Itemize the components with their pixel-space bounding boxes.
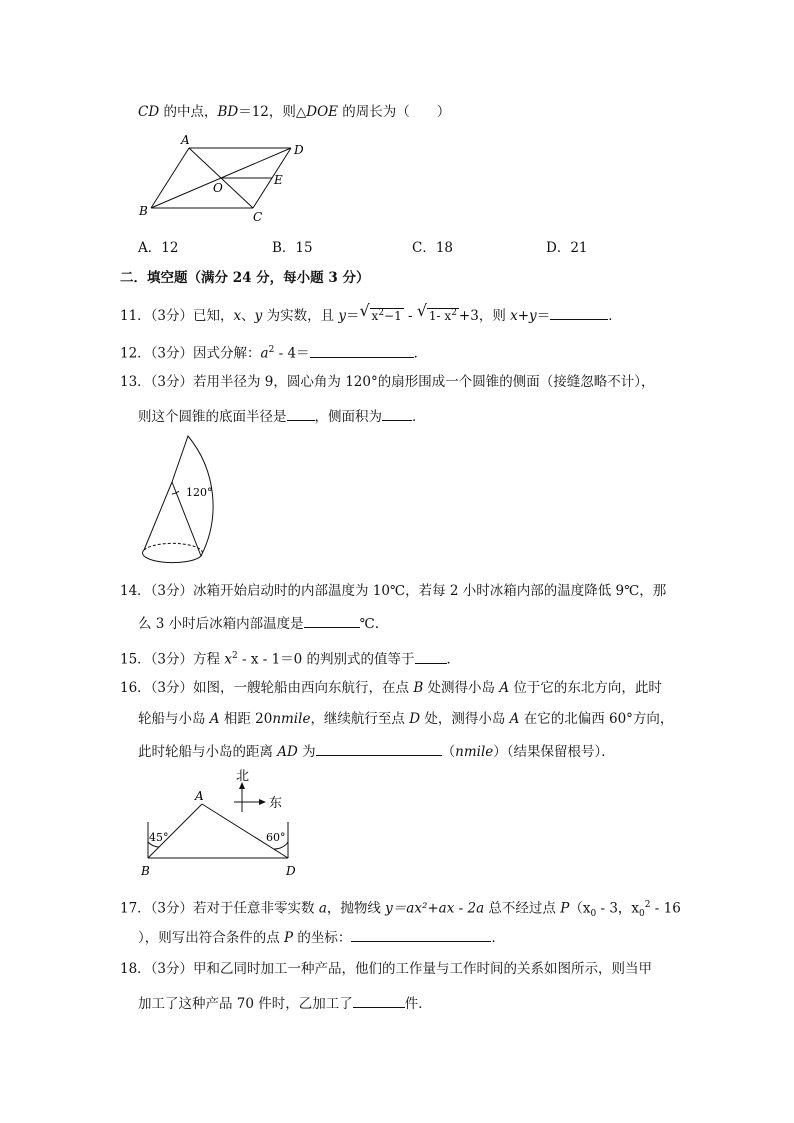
q13-cone-figure [136,428,256,568]
q10-text-b: ＝12，则△ [238,104,307,120]
q16-d: D [409,711,421,727]
q10-text-a: 的中点， [159,104,218,120]
q15-text-a: 15．（3分）方程 [120,651,225,668]
q12: 12．（3分）因式分解：$a^2 - 4=$ ． [120,340,427,364]
q16-l2d: 处，测得小岛 [420,711,510,727]
east-arrow-icon [259,799,266,805]
q10-cd: CD [138,104,160,120]
q16-l2a: 轮船与小岛 [138,711,210,727]
edge-ab [151,148,189,208]
q14-text-a: 么 3 小时后冰箱内部温度是 [138,616,304,632]
q12-tail: - 4＝ [274,345,310,362]
q16-l3b: 为 [297,744,316,760]
q10-option-d: D．21 [546,240,588,256]
q11-plus3: +3，则 [458,308,511,324]
q11-y: y [254,308,263,324]
section-title: 二．填空题（满分 24 分，每小题 3 分） [120,270,370,286]
q11-sep: 、 [241,308,255,324]
q17-p2: P [284,930,294,946]
q14-text-b: ℃. [359,616,380,632]
q11-rad1-tail: −1 [384,309,402,323]
q14-answer-blank[interactable] [304,612,360,628]
q17-answer-blank[interactable] [351,926,491,942]
q10-text [138,102,450,122]
q11-answer-blank[interactable] [550,304,608,320]
q12-text: 12．（3分）因式分解： [120,345,261,362]
q16-angle-d: 60° [266,831,286,844]
label-a: A [181,133,190,147]
q12-answer-blank[interactable] [310,342,414,358]
q12-exp: 2 [268,345,275,355]
q11-rad1-exp: 2 [378,308,385,318]
q16-nmile: nmile [272,711,311,727]
q16-l2e: 在它的北偏西 60°方向， [519,711,674,727]
q11-sqrt1: √ $x^2-1$ [359,301,402,323]
q17-l1a: 17．（3分）若对于任意非零实数 [120,900,319,917]
cone-base-front [143,550,201,563]
q16-l3c: （ [441,744,456,760]
q17-l2a: ），则写出符合条件的点 [138,930,285,946]
q16-navigation-figure [138,768,310,880]
q16-answer-blank[interactable] [316,740,442,756]
q13-line2: 则这个圆锥的底面半径是 ，侧面积为 ． [138,405,426,427]
q16-angle-b: 45° [149,831,169,844]
q11-rad1: x [371,309,379,323]
q13-area-blank[interactable] [382,405,412,421]
q15-x: x [224,651,232,668]
q16-ad: AD [277,744,298,760]
q18-answer-blank[interactable] [353,992,405,1008]
q16-l1b: 处测得小岛 [423,680,500,696]
compass-north-label: 北 [236,769,250,784]
label-c: C [253,210,263,224]
q16-nmile2: nmile [455,744,494,760]
q18-line2 [138,992,432,1014]
cone-left-edge [144,482,172,550]
q11-eq2: ＝ [536,308,551,324]
q15: 15．（3分）方程 $x^2 - x - 1=0$ 的判别式的值等于 ． [120,646,460,670]
q15-answer-blank[interactable] [415,648,447,664]
q13-text-a: 则这个圆锥的底面半径是 [138,409,287,425]
q17-sq: 2 [644,900,651,910]
q17-a: a [318,900,327,917]
q17-l1d: （ [569,900,583,917]
label-b: B [139,204,148,218]
q12-a: a [260,345,269,362]
q11-xy: x+y [510,308,537,324]
q11-eq: ＝ [346,308,360,324]
q18-line1: 18．（3分）甲和乙同时加工一种产品，他们的工作量与工作时间的关系如图所示，则当甲 [120,961,653,977]
q11: 11．（3分）已知，x、y 为实数，且 y＝ √ $x^2-1$ - √ 1- $x^2 +3$，则 x+y＝ ． [120,301,622,324]
q15-exp: 2 [231,651,238,661]
q16-line2 [138,709,673,729]
q16-l1a: 16．（3分）如图，一艘轮船由西向东航行，在点 [120,680,414,696]
label-o: O [213,181,223,195]
q10-text-c: 的周长为（ ） [338,104,451,120]
q10-option-c: C．18 [412,240,454,256]
q17-line1 [120,895,681,924]
q16-a2: A [209,711,220,727]
q17-l1c: 总不经过点 [484,900,561,917]
q18-text-a: 加工了这种产品 70 件时，乙加工了 [138,996,353,1012]
q10-option-a: A．12 [138,240,179,256]
q17-l1e: - 3， [596,900,632,917]
q10-parallelogram-figure [135,132,315,227]
q11-sqrt2: √ 1- $x^2$ [416,301,457,323]
q11-rad2-exp: 2 [451,308,457,318]
q13-line1: 13．（3分）若用半径为 9，圆心角为 120°的扇形围成一个圆锥的侧面（接缝忽略不计）， [120,374,655,390]
q13-angle-label: 120° [186,486,213,499]
q17-formula: y＝ax²+ax - 2a [385,900,485,917]
q17-l2b: 的坐标： [293,930,352,946]
label-e: E [274,173,283,187]
q11-minus: - [403,308,417,324]
q13-radius-blank[interactable] [287,405,315,421]
q16-line1 [120,678,662,698]
q10-bd: BD [217,104,239,120]
q16-l3a: 此时轮船与小岛的距离 [138,744,278,760]
q16-line3 [138,740,615,762]
q14-line1: 14．（3分）冰箱开始启动时的内部温度为 10℃，若每 2 小时冰箱内部的温度降低 9℃，那 [120,583,667,599]
q11-number: 11．（3分）已知， [120,308,234,324]
q16-l2c: ，继续航行至点 [310,711,410,727]
q11-x: x [233,308,242,324]
q18-text-b: 件． [404,996,432,1012]
compass-east-label: 东 [269,796,283,811]
q13-text-b: ，侧面积为 [314,409,382,425]
q17-l1f: - 16 [650,900,681,917]
q16-l1c: 位于它的东北方向，此时 [509,680,662,696]
q16-label-a: A [195,789,204,803]
q17-x0b: x [631,900,640,917]
q11-text1: 为实数，且 [262,308,339,324]
q16-a: A [499,680,510,696]
q17-sub0: 0 [590,909,597,920]
q10-option-b: B．15 [272,240,313,256]
q16-b: B [413,680,424,696]
q16-l3d: ）（结果保留根号）． [493,744,615,760]
q11-rad2: 1- x [428,309,452,323]
q15-text-b: - x - 1＝0 的判别式的值等于 [237,651,415,668]
q17-line2: ），则写出符合条件的点 P 的坐标： ． [138,926,505,948]
q16-l2b: 相距 20 [219,711,273,727]
q10-doe: DOE [306,104,339,120]
q14-line2 [138,612,379,634]
q16-label-d: D [286,864,296,878]
cone-base-back [144,543,202,556]
q17-sub0b: 0 [639,909,645,920]
q16-label-b: B [141,864,150,878]
label-d: D [294,143,304,157]
q17-l1b: ，抛物线 [326,900,386,917]
q17-x0: x [582,900,591,917]
q16-a3: A [509,711,520,727]
q17-p: P [560,900,570,917]
q11-y2: y [338,308,347,324]
